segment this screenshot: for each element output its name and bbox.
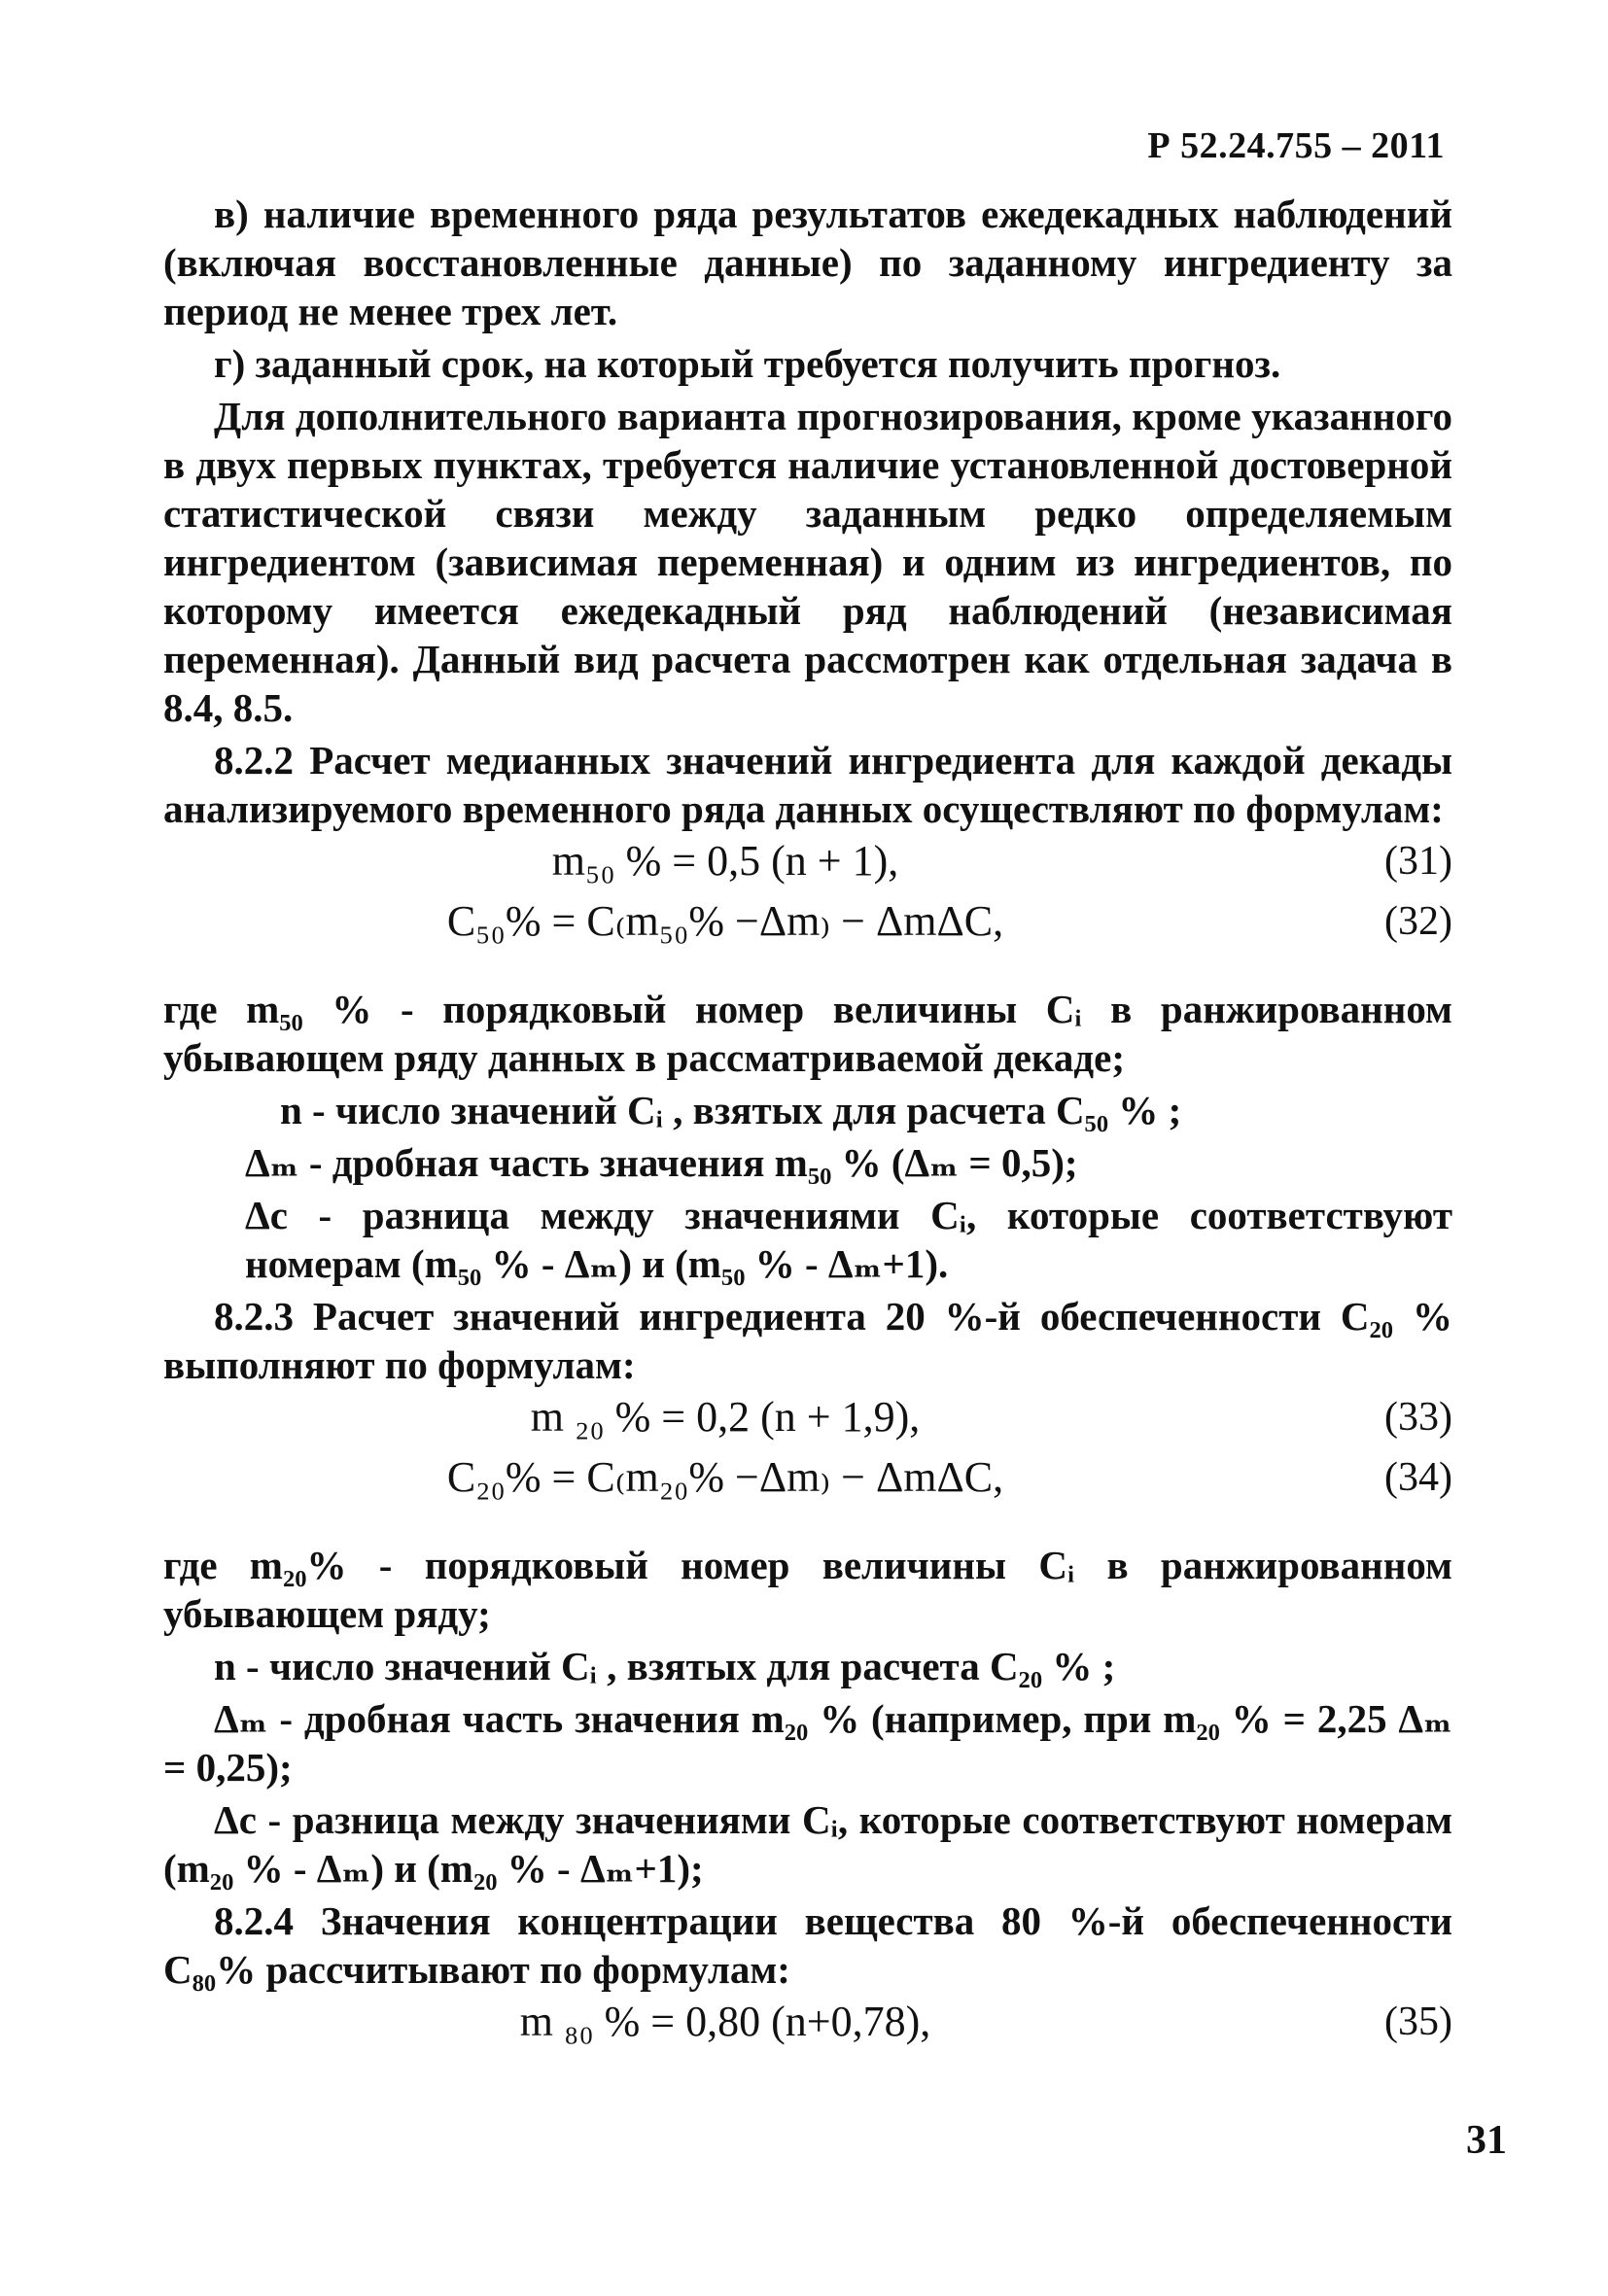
formula-34 [163, 1453, 1452, 1508]
where-m20-definition: где m₂₀% - порядковый номер величины Cᵢ в ранжированном убывающем ряду; [163, 1543, 1452, 1636]
formula-31-number: (31) [1384, 839, 1452, 884]
paragraph-item-g: г) заданный срок, на который требуется получить прогноз. [214, 341, 1281, 386]
where-delta-m20-definition: Δₘ - дробная часть значения m₂₀ % (например, при m₂₀ % = 2,25 Δₘ = 0,25); [163, 1696, 1452, 1790]
formula-35-number: (35) [1384, 2000, 1452, 2044]
where-delta-m-definition: Δₘ - дробная часть значения m₅₀ % (Δₘ = 0,5); [245, 1140, 1078, 1185]
formula-35 [163, 1998, 1452, 2052]
paragraph-item-v: в) наличие временного ряда результатов ежедекадных наблюдений (включая восстановленные данные) по заданному ингредиенту за период не менее трех лет. [163, 191, 1452, 333]
formula-34-number: (34) [1384, 1455, 1452, 1500]
document-body [163, 190, 1452, 2058]
formula-31 [163, 837, 1452, 891]
formula-33-number: (33) [1384, 1395, 1452, 1440]
formula-35-expression: m ₈₀ % = 0,80 (n+0,78), [519, 1998, 931, 2045]
where-n20-definition: n - число значений Cᵢ , взятых для расчета C₂₀ % ; [214, 1644, 1116, 1688]
page-number: 31 [1466, 2118, 1507, 2163]
document-code-header: Р 52.24.755 – 2011 [1147, 125, 1445, 166]
formula-33 [163, 1393, 1452, 1447]
paragraph-additional-variant: Для дополнительного варианта прогнозирования, кроме указанного в двух первых пунктах, требуется наличие установленной достоверной статистической связи между заданным редко определяемым ингредиентом (зависимая переменная) и одним из ингредиентов, по которому имеется ежедекадный ряд наблюдений (независимая переменная). Данный вид расчета рассмотрен как отдельная задача в 8.4, 8.5. [163, 394, 1452, 730]
formula-34-expression: C₂₀% = C₍m₂₀% −Δm₎ − ΔmΔC, [446, 1453, 1004, 1501]
where-m50-definition: где m₅₀ % - порядковый номер величины Cᵢ в ранжированном убывающем ряду данных в рассматриваемой декаде; [163, 987, 1452, 1080]
paragraph-8-2-4: 8.2.4 Значения концентрации вещества 80 %-й обеспеченности C₈₀% рассчитывают по формулам: [163, 1898, 1452, 1992]
where-delta-c-definition: Δc - разница между значениями Cᵢ, которые соответствуют номерам (m₅₀ % - Δₘ) и (m₅₀ % - Δₘ+1). [245, 1193, 1452, 1286]
formula-32 [163, 897, 1452, 952]
formula-31-expression: m₅₀ % = 0,5 (n + 1), [551, 837, 899, 885]
paragraph-8-2-3: 8.2.3 Расчет значений ингредиента 20 %-й обеспеченности C₂₀ % выполняют по формулам: [163, 1294, 1452, 1387]
where-n-definition: n - число значений Cᵢ , взятых для расчета C₅₀ % ; [280, 1088, 1182, 1132]
where-delta-c20-definition: Δc - разница между значениями Cᵢ, которые соответствуют номерам (m₂₀ % - Δₘ) и (m₂₀ % - Δₘ+1); [163, 1797, 1452, 1891]
formula-32-number: (32) [1384, 899, 1452, 944]
paragraph-8-2-2: 8.2.2 Расчет медианных значений ингредиента для каждой декады анализируемого временного ряда данных осуществляют по формулам: [163, 738, 1452, 831]
formula-32-expression: C₅₀% = C₍m₅₀% −Δm₎ − ΔmΔC, [446, 897, 1004, 945]
formula-33-expression: m ₂₀ % = 0,2 (n + 1,9), [530, 1393, 921, 1441]
